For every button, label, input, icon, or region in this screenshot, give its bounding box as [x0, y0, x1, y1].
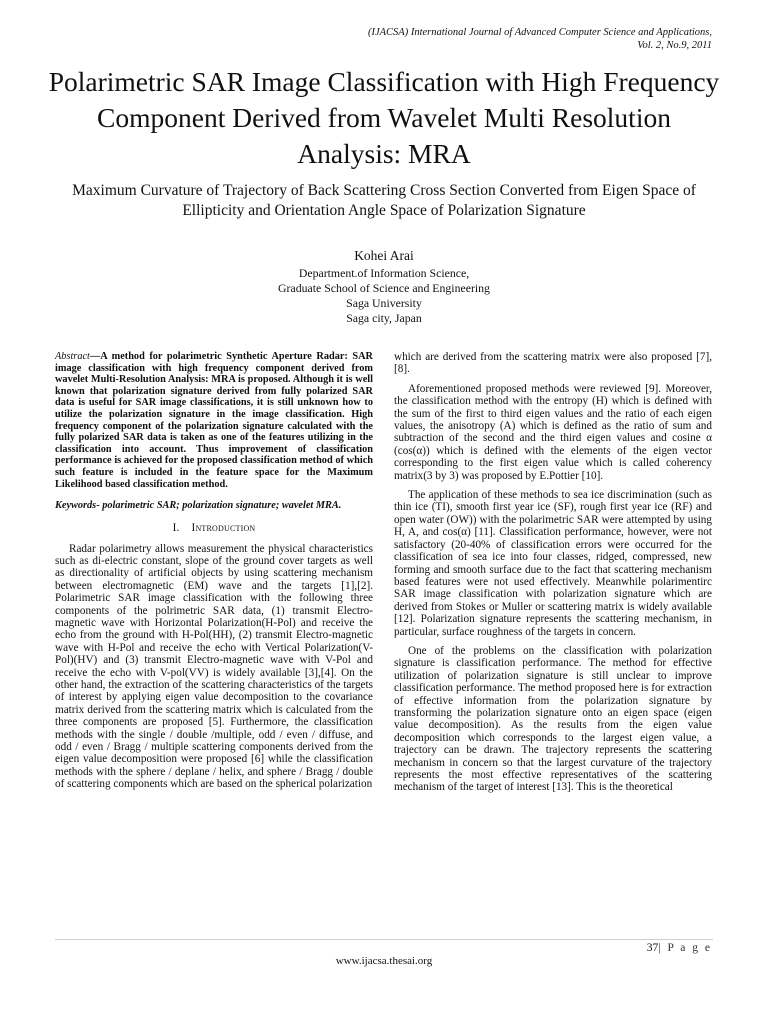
body-paragraph: The application of these methods to sea ice discrimination (such as thin ice (TI), smooth first year ice (SF), rough first year ice (RF) and open water (OW)) with the polarimetric SAR were attempted by using H, A, and cos(α) [11]. Classification performance, however, were not satisfactory (20-40% of classification errors were occurred for the classification of sea ice into four classes, ridged, compressed, new forming and smooth surface due to the fact that scattering mechanism based features were not used effectively. Meanwhile polarimentirc SAR image classification with polarization signature which are derived from Stokes or Muller or scattering matrix is widely available [12]. Polarization signature represents the scattering mechanism, in particular, surface roughness of the targets in concern.: [394, 489, 712, 638]
body-paragraph: which are derived from the scattering matrix were also proposed [7],[8].: [394, 351, 712, 376]
author-department: Department.of Information Science,: [298, 266, 470, 280]
page-label: | P a g e: [658, 942, 712, 954]
abstract-label: Abstract: [55, 351, 90, 362]
author-university: Saga University: [346, 296, 422, 310]
body-paragraph: Radar polarimetry allows measurement the physical characteristics such as di-electric constant, slope of the ground cover targets as well as directionality of artificial objects by using scattering mechanism between electromagnetic (EM) wave and the targets [1],[2]. Polarimetric SAR image classification with the following three components of the polrimetric SAR data, (1) transmit Electro-magnetic wave with Horizontal Polarization(H-Pol) and receive the echo from the ground with H-Pol(HH), (2) transmit Electro-magnetic wave with H-Pol and receive the echo with Vertical Polarization(V-Pol)(HV) and (3) transmit Electro-magnetic wave with V-Pol and receive the echo with V-pol(VV) is widely available [3],[4]. On the other hand, the extraction of the scattering characteristics of the targets of interest by applying eigen value decomposition to the covariance matrix derived from the scattering matrix which is calculated from the three components are proposed [5]. Furthermore, the classification methods with the single / double /multiple, odd / even / diffuse, and odd / even / Bragg / multiple scattering components derived from the eigen value decomposition were proposed [6] while the classification methods with the sphere / deplane / helix, and sphere / Bragg / double of scattering components which are based on the spherical polarization: [55, 542, 373, 791]
section-title: Introduction: [191, 522, 256, 535]
author-block: [48, 247, 720, 326]
abstract-text: —A method for polarimetric Synthetic Aperture Radar: SAR image classification with high frequency component derived from wavelet Multi-Resolution Analysis: MRA is proposed. Although it is well known that polarization signature derived from fully polarized SAR data is useful for SAR image classifications, it is still unknown how to utilize the polarization signature in the image classification. High frequency component of the polarization signature calculated with the fully polarized SAR data is taken as one of the features utilizing in the classification into account. Thus improvement of classification performance is achieved for the proposed classification method of which such feature is included in the feature space for the Maximum Likelihood based classification method.: [55, 351, 373, 490]
page-number: [647, 942, 712, 954]
author-city: Saga city, Japan: [346, 311, 422, 325]
right-column: [394, 351, 712, 801]
body-paragraph: One of the problems on the classification with polarization signature is classification performance. The method for effective utilization of polarization signature is still unclear to improve classification performance. The method proposed here is for extraction of effective information from the polarization signature by transforming the polarization signature onto an eigen space (eigen value decomposition). As the results from the eigen value decomposition which corresponds to the largest eigen value, a trajectory can be drawn. The trajectory represents the scattering mechanism in concern so that the largest curvature of the trajectory represents the most effective representatives of the scattering mechanism of the target of interest [13]. This is the theoretical: [394, 644, 712, 794]
journal-name: (IJACSA) International Journal of Advanced Computer Science and Applications,: [367, 27, 712, 38]
paper-title: Polarimetric SAR Image Classification with High Frequency Component Derived from Wavelet Multi Resolution Analysis: MRA: [48, 66, 720, 169]
section-heading-introduction: [55, 522, 373, 534]
journal-volume: Vol. 2, No.9, 2011: [637, 40, 712, 51]
keywords: Keywords- polarimetric SAR; polarization signature; wavelet MRA.: [55, 500, 342, 512]
journal-header: [252, 26, 712, 52]
footer-divider: [55, 939, 713, 940]
author-name: Kohei Arai: [354, 248, 414, 263]
body-paragraph: Aforementioned proposed methods were reviewed [9]. Moreover, the classification method with the entropy (H) which is defined with the sum of the first to third eigen values and the ratio of each eigen values, the anisotropy (A) which is defined as the ratio of sum and subtraction of the second and the third eigen values and cosine α (cos(α)) which is defined with the elements of the eigen vector corresponding to the first eigen value which is called coherency matrix(3 by 3) was proposed by E.Pottier [10].: [394, 382, 712, 482]
paper-subtitle: Maximum Curvature of Trajectory of Back Scattering Cross Section Converted from Eigen Space of Ellipticity and Orientation Angle Space of Polarization Signature: [72, 182, 696, 219]
page-number-value: 37: [646, 942, 659, 954]
journal-website: www.ijacsa.thesai.org: [335, 955, 433, 967]
abstract: [55, 351, 373, 490]
author-school: Graduate School of Science and Engineering: [278, 281, 490, 295]
left-column: [55, 351, 373, 798]
section-number: I.: [172, 522, 180, 535]
